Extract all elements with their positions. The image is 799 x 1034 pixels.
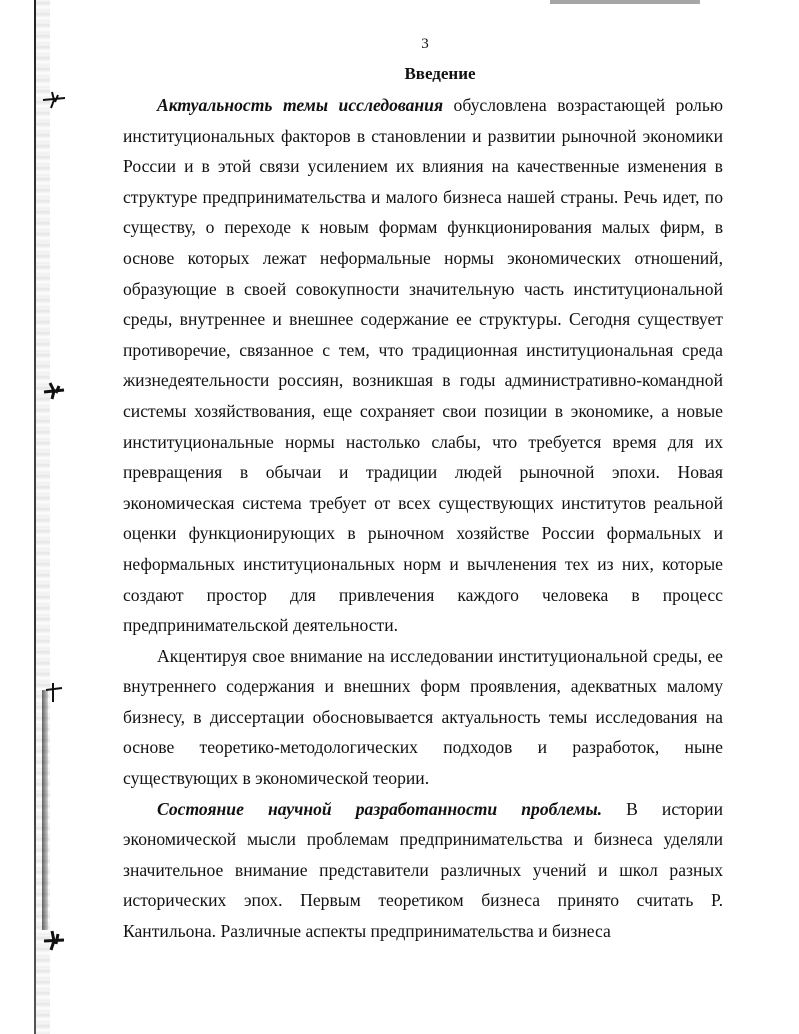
paragraph-lead: Актуальность темы исследования: [157, 95, 444, 115]
binding-mark-icon: [40, 928, 68, 952]
binding-mark-icon: [40, 378, 68, 402]
section-heading: Введение: [404, 64, 476, 83]
paragraph-body: Акцентируя свое внимание на исследовании институциональной среды, ее внутреннего содержания и внешних форм проявления, адекватных малому бизнесу, в диссертации обосновывается актуальность темы исследования на основе теоретико-методологических подходов и разработок, ныне существующих в экономической теории.: [123, 645, 723, 789]
binding-dark-strip: [42, 690, 48, 930]
paragraph: [123, 794, 723, 947]
paragraph-lead: Состояние научной разработанности проблемы.: [157, 798, 603, 819]
binding-mark-icon: [40, 88, 68, 112]
body-text: [123, 90, 723, 947]
paragraph-body: обусловлена возрастающей ролью институциональных факторов в становлении и развитии рыночной экономики России и в этой связи усилением их влияния на качественные изменения в структуре предпринимательства и малого бизнеса нашей страны. Речь идет, по существу, о переходе к новым формам функционирования малых фирм, в основе которых лежат неформальные нормы экономических отношений, образующие в своей совокупности значительную часть институциональной среды, внутреннее и внешнее содержание ее структуры. Сегодня существует противоречие, связанное с тем, что традиционная институциональная среда жизнедеятельности россиян, возникшая в годы административно-командной системы хозяйствования, еще сохраняет свои позиции в экономике, а новые институциональные нормы настолько слабы, что требуется время для их превращения в обычаи и традиции людей рыночной эпохи. Новая экономическая система требует от всех существующих институтов реальной оценки функционирующих в рыночном хозяйстве России формальных и неформальных институциональных норм и вычленения тех из них, которые создают простор для привлечения каждого человека в процесс предпринимательской деятельности.: [123, 95, 723, 636]
page-number: 3: [421, 36, 429, 52]
scan-smudge: [550, 0, 700, 4]
binding-mark-icon: [40, 680, 68, 704]
paragraph: [123, 90, 723, 641]
paragraph: [123, 641, 723, 794]
paragraph-body: В истории экономической мысли проблемам предпринимательства и бизнеса уделяли значительное внимание представители различных учений и школ разных исторических эпох. Первым теоретиком бизнеса принято считать Р. Кантильона. Различные аспекты предпринимательства и бизнеса: [123, 798, 724, 942]
